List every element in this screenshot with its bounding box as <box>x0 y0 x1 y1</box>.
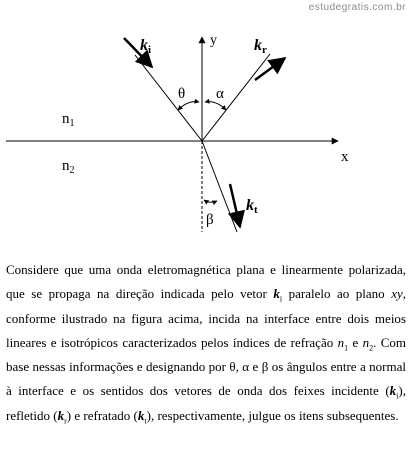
theta-arc <box>178 102 199 110</box>
reflected-ray <box>202 54 270 141</box>
y-axis-label: y <box>210 33 217 48</box>
theta-label: θ <box>178 86 186 102</box>
medium-2-label: $n_2$ <box>62 158 75 176</box>
x-axis-label: x <box>341 149 349 165</box>
kr-label: kr <box>254 37 267 56</box>
kr-arrow <box>255 58 285 80</box>
question-paragraph: Considere que uma onda eletromagnética plana e linearmente polarizada, que se propaga na direção indicada pelo vetor $k_i$ paralelo ao plano xy, conforme ilustrado na figura acima, incida na interface entre dois meios lineares e isotrópicos caracterizados pelos índices de refração $n_1$ e $n_2$. Com base nessas informações e designando por θ, α e β os ângulos entre a normal à interface e os sentidos dos vetores de onda dos feixes incidente $(k_i)$, refletido $(k_r)$ e refratado $(k_t)$, respectivamente, julgue os itens subsequentes. <box>6 262 406 426</box>
kt-label: kt <box>246 197 258 216</box>
alpha-arc <box>205 102 226 110</box>
incident-ray <box>135 55 202 141</box>
kt-arrow <box>230 184 240 227</box>
beta-label: β <box>206 212 214 228</box>
ki-label: ki <box>140 37 152 56</box>
beta-arc <box>204 200 217 202</box>
watermark: estudegratis.com.br <box>308 2 406 13</box>
alpha-label: α <box>216 86 224 102</box>
medium-1-label: $n_1$ <box>62 111 75 129</box>
